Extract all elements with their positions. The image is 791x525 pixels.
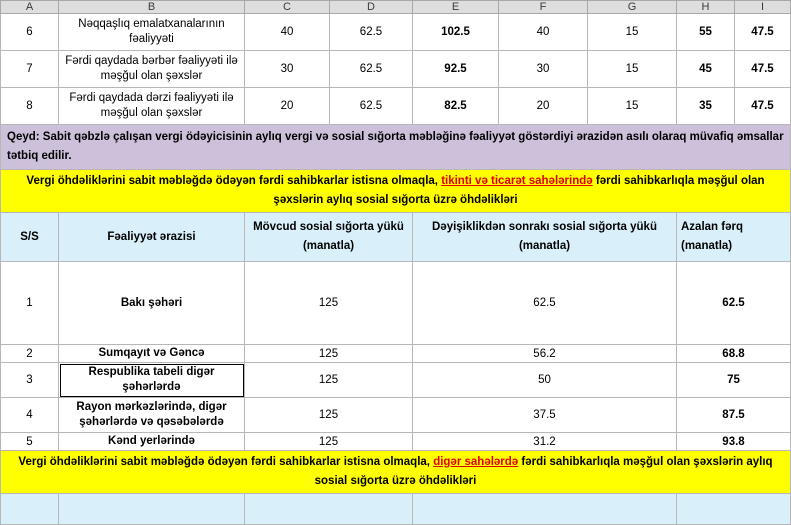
cell-num[interactable]: 7: [1, 51, 59, 88]
table-row: [1, 14, 791, 51]
header-cell[interactable]: [1, 494, 59, 525]
header-cell[interactable]: [677, 494, 791, 525]
cell-num[interactable]: 2: [1, 345, 59, 363]
cell-num[interactable]: 1: [1, 262, 59, 345]
section-title-highlight: digər sahələrdə: [433, 456, 519, 468]
header-after[interactable]: Dəyişiklikdən sonrakı sosial sığorta yükü (manatla): [413, 213, 677, 262]
cell-after[interactable]: 37.5: [413, 398, 677, 433]
column-header-e[interactable]: E: [413, 1, 499, 14]
cell-h[interactable]: 55: [677, 14, 735, 51]
cell-num[interactable]: 8: [1, 88, 59, 125]
cell-current[interactable]: 125: [245, 262, 413, 345]
cell-d[interactable]: 62.5: [330, 51, 413, 88]
section-title-cell[interactable]: [1, 451, 791, 494]
cell-f[interactable]: 40: [499, 14, 588, 51]
cell-diff[interactable]: 68.8: [677, 345, 791, 363]
header-diff[interactable]: Azalan fərq (manatla): [677, 213, 791, 262]
section-title-row: [1, 170, 791, 213]
column-header-c[interactable]: C: [245, 1, 330, 14]
cell-num[interactable]: 4: [1, 398, 59, 433]
column-header-g[interactable]: G: [588, 1, 677, 14]
cell-e[interactable]: 82.5: [413, 88, 499, 125]
cell-diff[interactable]: 93.8: [677, 433, 791, 451]
cell-area[interactable]: Kənd yerlərində: [59, 433, 245, 451]
table-row: [1, 433, 791, 451]
cell-f[interactable]: 30: [499, 51, 588, 88]
section-header-row-partial: [1, 494, 791, 525]
table-row: [1, 398, 791, 433]
cell-i[interactable]: 47.5: [735, 14, 791, 51]
section-title-text-end: fərdi sahibkarlıqla məşğul olan şəxslərin aylıq sosial sığorta üzrə öhdəlikləri: [273, 175, 765, 206]
cell-i[interactable]: 47.5: [735, 88, 791, 125]
section-title-cell[interactable]: [1, 170, 791, 213]
cell-c[interactable]: 40: [245, 14, 330, 51]
column-header-a[interactable]: A: [1, 1, 59, 14]
cell-h[interactable]: 35: [677, 88, 735, 125]
cell-activity[interactable]: Fərdi qaydada bərbər fəaliyyəti ilə məşğul olan şəxslər: [59, 51, 245, 88]
cell-f[interactable]: 20: [499, 88, 588, 125]
cell-area-selected[interactable]: Respublika tabeli digər şəhərlərdə: [59, 363, 245, 398]
column-header-b[interactable]: B: [59, 1, 245, 14]
section-title-text-end: fərdi sahibkarlıqla məşğul olan şəxslərin aylıq sosial sığorta üzrə öhdəlikləri: [314, 456, 773, 487]
cell-i[interactable]: 47.5: [735, 51, 791, 88]
cell-g[interactable]: 15: [588, 14, 677, 51]
header-cell[interactable]: [245, 494, 413, 525]
table-row: [1, 51, 791, 88]
cell-c[interactable]: 30: [245, 51, 330, 88]
column-header-h[interactable]: H: [677, 1, 735, 14]
column-header-i[interactable]: I: [735, 1, 791, 14]
cell-diff[interactable]: 62.5: [677, 262, 791, 345]
cell-after[interactable]: 31.2: [413, 433, 677, 451]
cell-e[interactable]: 102.5: [413, 14, 499, 51]
cell-current[interactable]: 125: [245, 433, 413, 451]
header-cell[interactable]: [59, 494, 245, 525]
header-cell[interactable]: [413, 494, 677, 525]
header-area[interactable]: Fəaliyyət ərazisi: [59, 213, 245, 262]
cell-g[interactable]: 15: [588, 88, 677, 125]
table-row: [1, 363, 791, 398]
cell-num[interactable]: 5: [1, 433, 59, 451]
cell-current[interactable]: 125: [245, 363, 413, 398]
cell-d[interactable]: 62.5: [330, 88, 413, 125]
cell-g[interactable]: 15: [588, 51, 677, 88]
cell-diff[interactable]: 87.5: [677, 398, 791, 433]
cell-area[interactable]: Bakı şəhəri: [59, 262, 245, 345]
section-title-text: Vergi öhdəliklərini sabit məbləğdə ödəyən fərdi sahibkarlar istisna olmaqla,: [26, 175, 442, 187]
cell-num[interactable]: 3: [1, 363, 59, 398]
header-ss[interactable]: S/S: [1, 213, 59, 262]
table-row: [1, 262, 791, 345]
cell-diff[interactable]: 75: [677, 363, 791, 398]
cell-d[interactable]: 62.5: [330, 14, 413, 51]
header-current[interactable]: Mövcud sosial sığorta yükü (manatla): [245, 213, 413, 262]
cell-e[interactable]: 92.5: [413, 51, 499, 88]
cell-current[interactable]: 125: [245, 398, 413, 433]
section-title-highlight: tikinti və ticarət sahələrində: [441, 175, 593, 187]
cell-num[interactable]: 6: [1, 14, 59, 51]
note-row: [1, 125, 791, 170]
cell-activity[interactable]: Fərdi qaydada dərzi fəaliyyəti ilə məşğul olan şəxslər: [59, 88, 245, 125]
section-title-text: Vergi öhdəliklərini sabit məbləğdə ödəyən fərdi sahibkarlar istisna olmaqla,: [18, 456, 434, 468]
cell-activity[interactable]: Nəqqaşlıq emalatxanalarının fəaliyyəti: [59, 14, 245, 51]
table-row: [1, 345, 791, 363]
cell-area[interactable]: Sumqayıt və Gəncə: [59, 345, 245, 363]
column-header-d[interactable]: D: [330, 1, 413, 14]
cell-h[interactable]: 45: [677, 51, 735, 88]
cell-c[interactable]: 20: [245, 88, 330, 125]
cell-after[interactable]: 56.2: [413, 345, 677, 363]
section-header-row: [1, 213, 791, 262]
cell-current[interactable]: 125: [245, 345, 413, 363]
note-cell[interactable]: Qeyd: Sabit qəbzlə çalışan vergi ödəyicisinin aylıq vergi və sosial sığorta məbləğinə fəaliyyət göstərdiyi ərazidən asılı olaraq müvafiq əmsallar tətbiq edilir.: [1, 125, 791, 170]
cell-after[interactable]: 62.5: [413, 262, 677, 345]
column-header-row: [1, 1, 791, 14]
cell-after[interactable]: 50: [413, 363, 677, 398]
cell-area[interactable]: Rayon mərkəzlərində, digər şəhərlərdə və qəsəbələrdə: [59, 398, 245, 433]
column-header-f[interactable]: F: [499, 1, 588, 14]
table-row: [1, 88, 791, 125]
section-title-row: [1, 451, 791, 494]
